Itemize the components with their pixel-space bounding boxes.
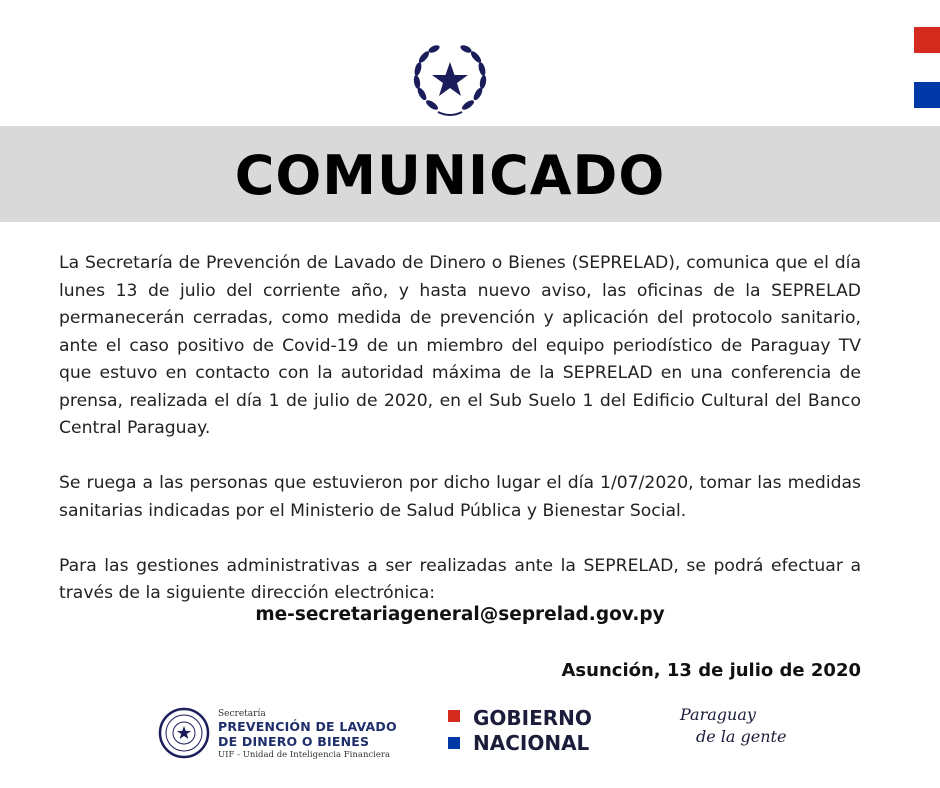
contact-email: me-secretariageneral@seprelad.gov.py: [255, 604, 665, 625]
gobierno-nacional-logo: [473, 706, 592, 756]
national-seal-icon: [158, 707, 210, 759]
page-title: COMUNICADO: [234, 144, 666, 207]
announcement-body: [59, 250, 861, 635]
paraguay-de-la-gente-logo: [680, 704, 786, 748]
signature-date: Asunción, 13 de julio de 2020: [561, 660, 861, 681]
gobierno-line-2: NACIONAL: [473, 731, 590, 755]
seprelad-line-1: PREVENCIÓN DE LAVADO: [218, 719, 397, 734]
seprelad-small-label: Secretaría: [218, 709, 266, 719]
gobierno-line-1: GOBIERNO: [473, 706, 592, 730]
footer-logos: [0, 700, 940, 770]
flag-red-square: [914, 27, 940, 53]
gobierno-red-square: [448, 710, 460, 722]
paragraph-1: La Secretaría de Prevención de Lavado de Dinero o Bienes (SEPRELAD), comunica que el día lunes 13 de julio del corriente año, y hasta nuevo aviso, las oficinas de la SEPRELAD permanecerán cerradas, como medida de prevención y aplicación del protocolo sanitario, ante el caso positivo de Covid-19 de un miembro del equipo periodístico de Paraguay TV que estuvo en contacto con la autoridad máxima de la SEPRELAD en una conferencia de prensa, realizada el día 1 de julio de 2020, en el Sub Suelo 1 del Edificio Cultural del Banco Central Paraguay.: [59, 253, 861, 438]
paragraph-2: Se ruega a las personas que estuvieron por dicho lugar el día 1/07/2020, tomar las medidas sanitarias indicadas por el Ministerio de Salud Pública y Bienestar Social.: [59, 473, 861, 521]
paragraph-3: Para las gestiones administrativas a ser realizadas ante la SEPRELAD, se podrá efectuar a través de la siguiente dirección electrónica:: [59, 555, 861, 603]
gobierno-blue-square: [448, 737, 460, 749]
star-laurel-emblem-icon: [408, 42, 492, 118]
flag-blue-square: [914, 82, 940, 108]
slogan-line-2: de la gente: [696, 727, 787, 746]
seprelad-line-2: DE DINERO O BIENES: [218, 733, 370, 749]
seprelad-logo: [218, 710, 397, 760]
slogan-line-1: Paraguay: [680, 705, 756, 724]
title-banner: [0, 126, 940, 222]
seprelad-uif-label: UIF - Unidad de Inteligencia Financiera: [218, 750, 391, 760]
